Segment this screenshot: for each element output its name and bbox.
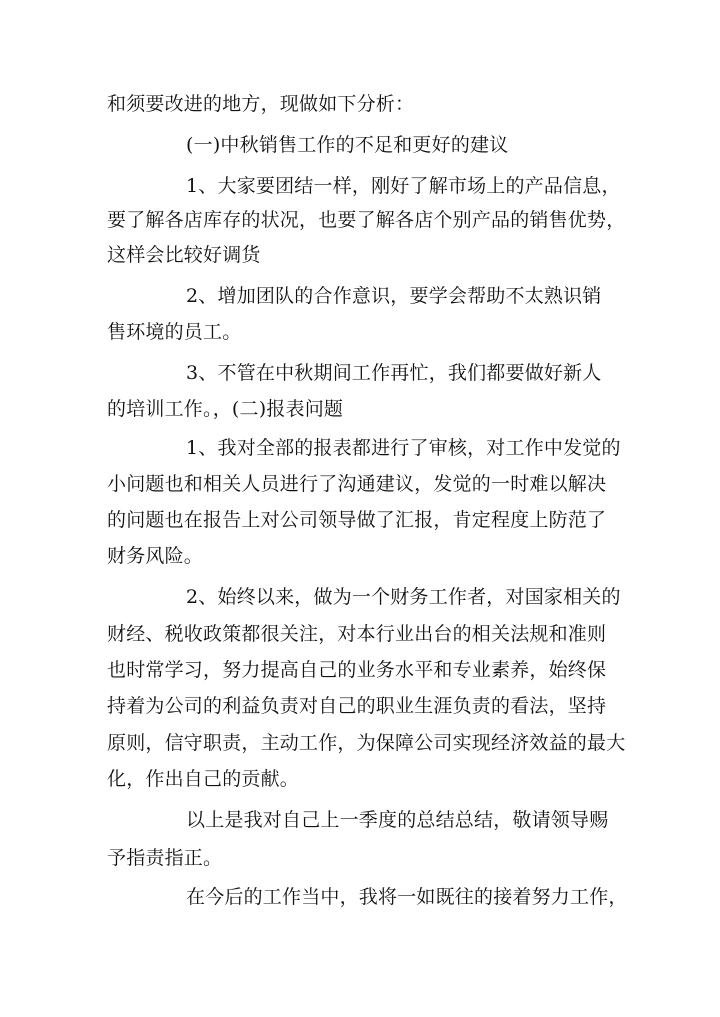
- text-line: 也时常学习，努力提高自己的业务水平和专业素养，始终保: [107, 659, 607, 681]
- text-line: 予指责指正。: [107, 847, 223, 869]
- text-line: 的培训工作。，(二)报表问题: [107, 398, 344, 420]
- section-heading: (一)中秋销售工作的不足和更好的建议: [186, 134, 509, 156]
- text-line: 1、我对全部的报表都进行了审核，对工作中发觉的: [186, 437, 621, 459]
- text-line: 2、始终以来，做为一个财务工作者，对国家相关的: [186, 586, 621, 608]
- text-line: 要了解各店库存的状况，也要了解各店个别产品的销售优势，: [107, 209, 626, 231]
- text-line: 财务风险。: [107, 545, 204, 567]
- text-line: 在今后的工作当中，我将一如既往的接着努力工作，: [186, 886, 628, 908]
- text-line: 持着为公司的利益负责对自己的职业生涯负责的看法，坚持: [107, 695, 607, 717]
- text-line: 化，作出自己的贡献。: [107, 768, 300, 790]
- text-line: 售环境的员工。: [107, 321, 242, 343]
- text-line: 的问题也在报告上对公司领导做了汇报，肯定程度上防范了: [107, 509, 607, 531]
- text-line: 3、不管在中秋期间工作再忙，我们都要做好新人: [186, 362, 602, 384]
- text-line: 和须要改进的地方，现做如下分析：: [107, 93, 415, 115]
- text-line: 2、增加团队的合作意识，要学会帮助不太熟识销: [186, 285, 602, 307]
- text-line: 1、大家要团结一样，刚好了解市场上的产品信息，: [186, 175, 621, 197]
- text-line: 小问题也和相关人员进行了沟通建议，发觉的一时难以解决: [107, 473, 607, 495]
- text-line: 原则，信守职责，主动工作，为保障公司实现经济效益的最大: [107, 732, 626, 754]
- text-line: 以上是我对自己上一季度的总结总结，敬请领导赐: [186, 809, 609, 831]
- text-line: 财经、税收政策都很关注，对本行业出台的相关法规和准则: [107, 623, 607, 645]
- text-line: 这样会比较好调货: [107, 244, 261, 266]
